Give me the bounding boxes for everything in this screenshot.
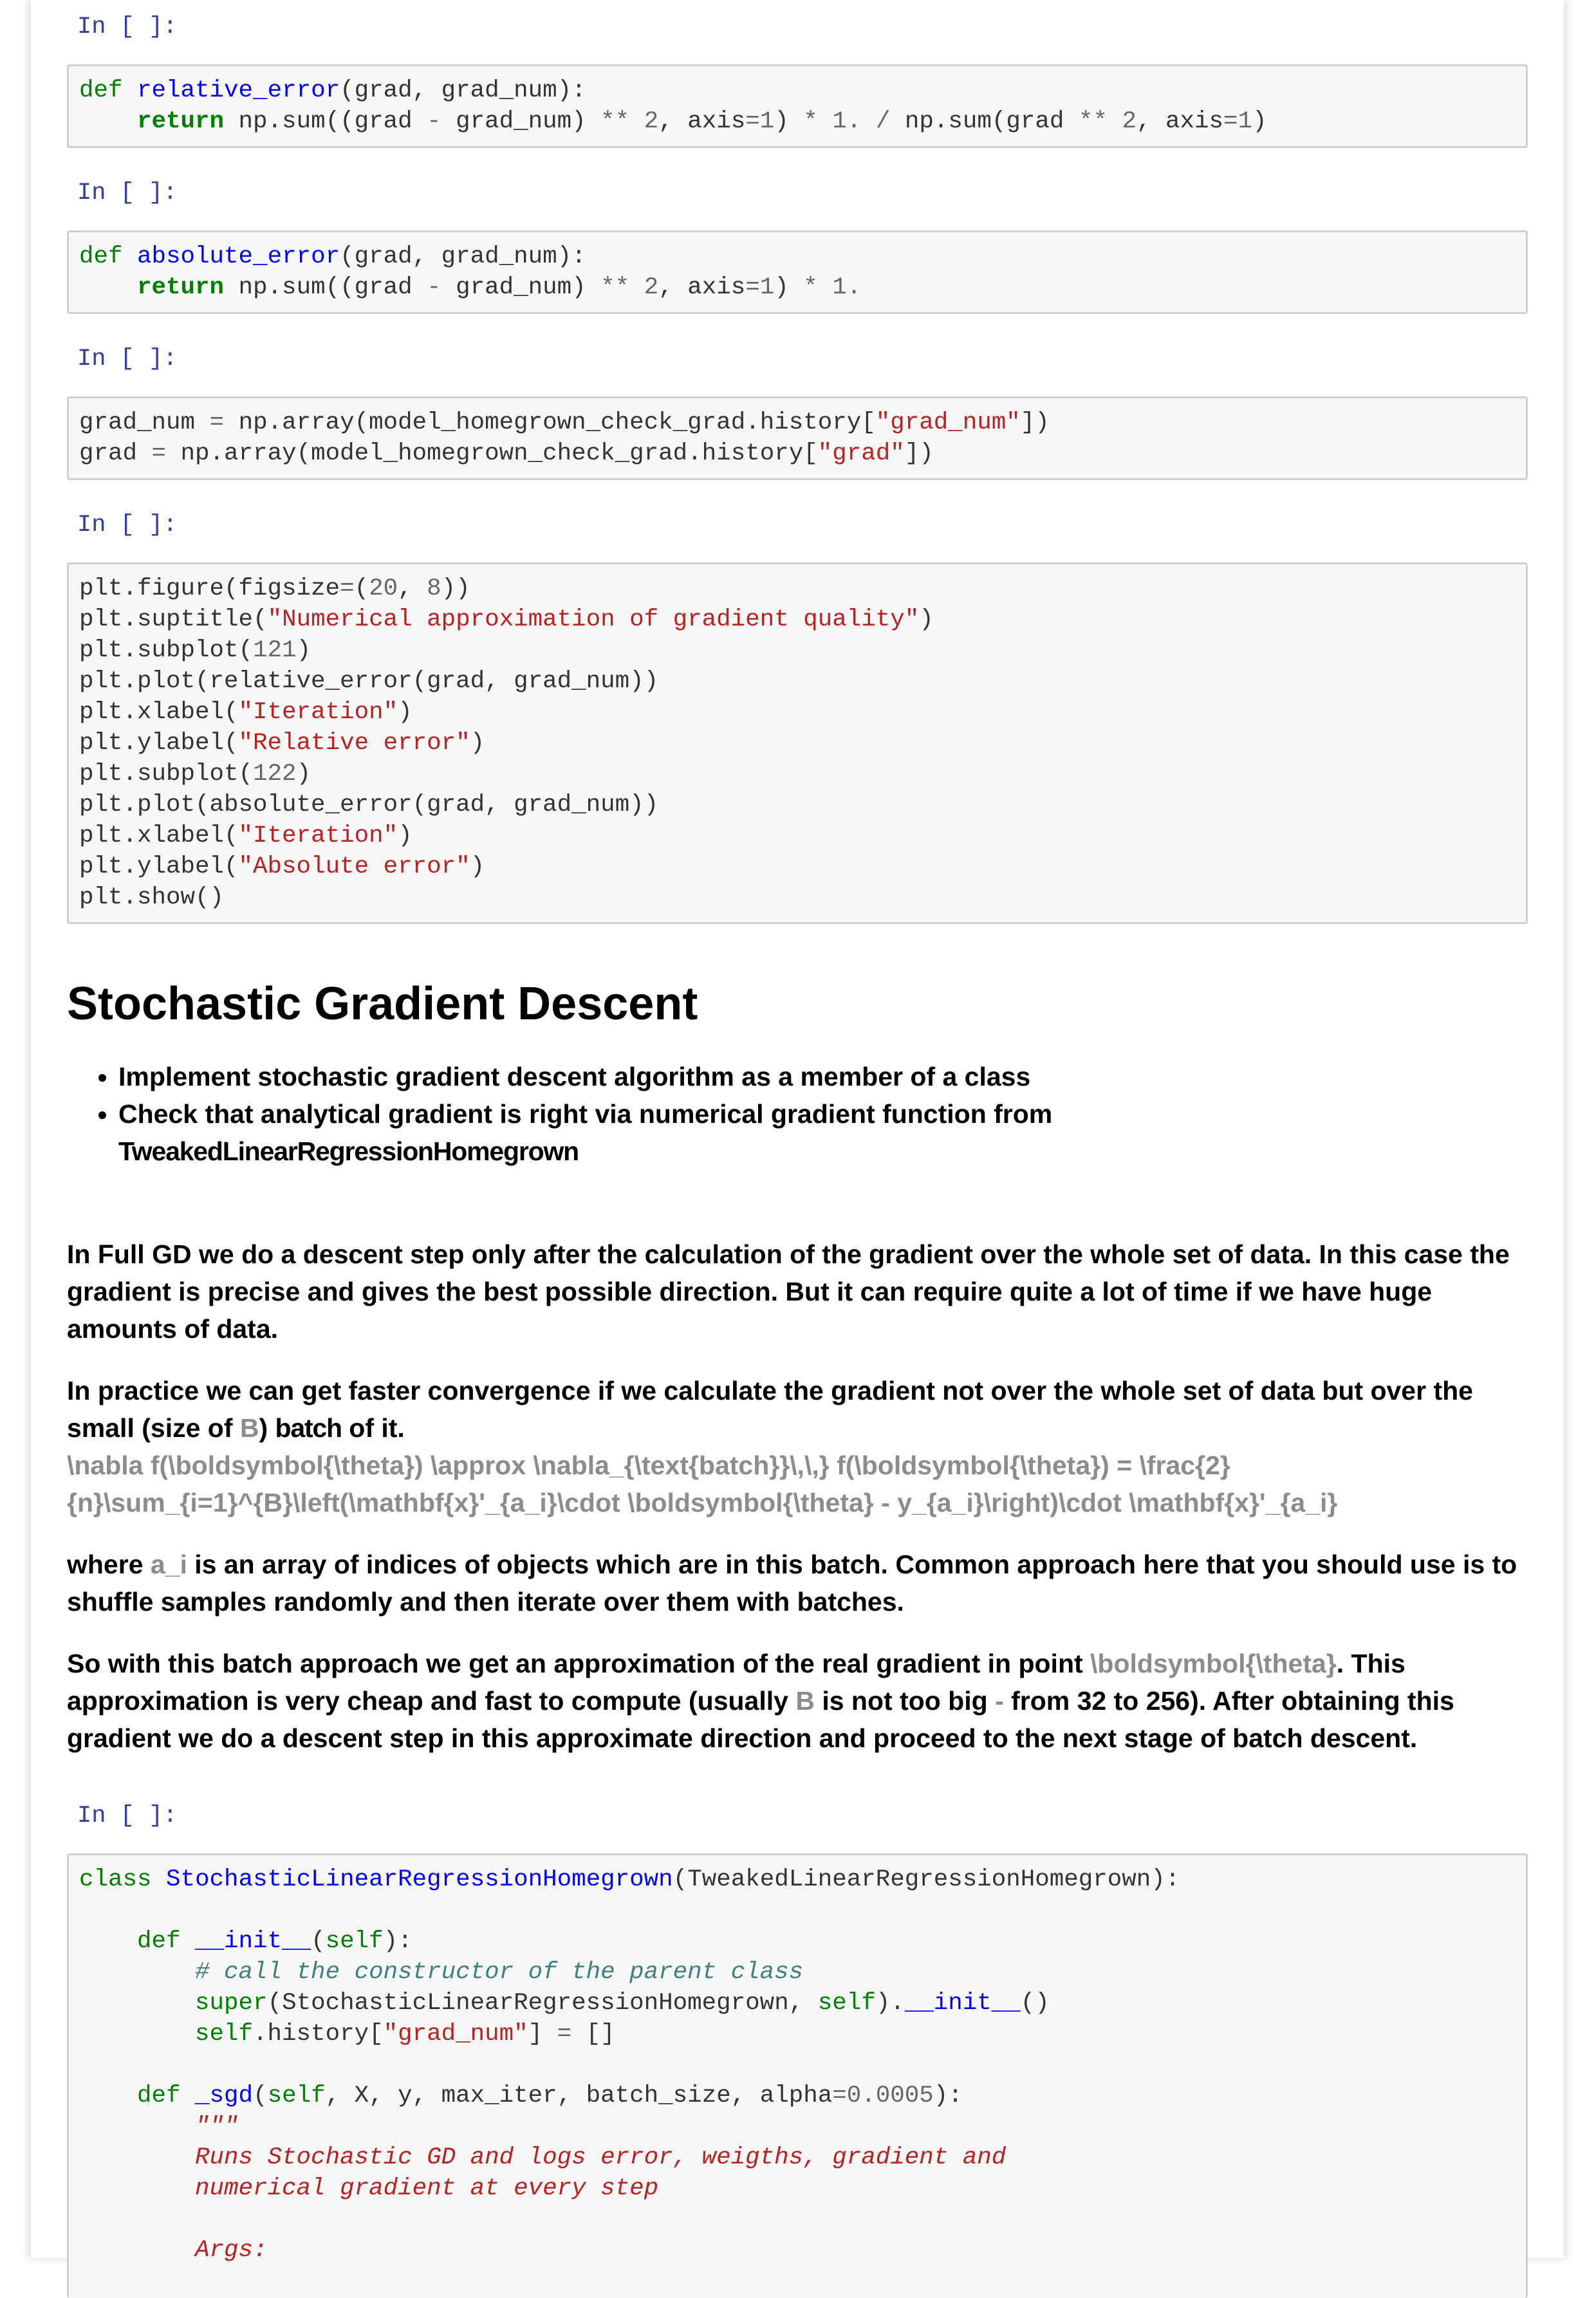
- code-token: =: [745, 274, 760, 301]
- code-token: 2: [644, 274, 659, 301]
- code-token: ): [919, 606, 934, 633]
- code-token: plt.suptitle(: [79, 606, 268, 633]
- paragraph-full-gd: In Full GD we do a descent step only after the calculation of the gradient over the whole set of data. In this case the gradient is precise and gives the best possible direction. But it can require quite a lot of time if we have huge amounts of data.: [67, 1239, 1510, 1344]
- task-list: [67, 1058, 1528, 1170]
- code-token: ): [398, 822, 413, 849]
- code-token: class: [79, 1866, 152, 1893]
- paragraph-text-emphasis: batch: [275, 1413, 342, 1443]
- paragraph-text: where: [67, 1550, 151, 1579]
- code-token: 2: [644, 108, 659, 135]
- code-token: super: [195, 1990, 268, 2017]
- code-token: ):: [933, 2082, 963, 2109]
- code-token: (TweakedLinearRegressionHomegrown):: [673, 1866, 1180, 1893]
- code-docstring: numerical gradient at every step: [195, 2175, 659, 2202]
- code-token: /: [875, 108, 891, 135]
- cell-prompt: In [ ]:: [77, 512, 178, 539]
- code-token: , axis: [1136, 108, 1224, 135]
- code-token: np.sum((grad: [224, 108, 427, 135]
- code-block: [79, 407, 1516, 469]
- code-token: plt.figure(figsize: [79, 575, 340, 602]
- code-token: ]): [1020, 409, 1050, 436]
- code-token: plt.plot(absolute_error(grad, grad_num)): [79, 792, 659, 819]
- task-item: [118, 1095, 1528, 1170]
- code-token: grad_num): [441, 274, 601, 301]
- code-token: "grad_num": [875, 409, 1021, 436]
- paragraph-indices: [67, 1546, 1528, 1620]
- code-token: .history[: [253, 2021, 384, 2048]
- code-cell-relative-error[interactable]: [67, 64, 1528, 148]
- code-token: _sgd: [195, 2082, 254, 2109]
- code-block: [79, 241, 1516, 303]
- math-inline: \boldsymbol{\theta}: [1090, 1649, 1337, 1678]
- code-token: def: [79, 243, 123, 270]
- code-token: 1: [759, 108, 775, 135]
- code-token: , axis: [658, 108, 746, 135]
- code-token: plt.xlabel(: [79, 822, 239, 849]
- task-item-text: Implement stochastic gradient descent algorithm as a member of a class: [118, 1062, 1031, 1091]
- code-token: ): [470, 853, 485, 880]
- code-token: [79, 1959, 195, 1986]
- code-token: )): [441, 575, 470, 602]
- code-token: [79, 2237, 195, 2264]
- code-token: StochasticLinearRegressionHomegrown: [166, 1866, 673, 1893]
- paragraph-text: is an array of indices of objects which are in this batch. Common approach here that you should use is to shuffle samples randomly and then iterate over them with batches.: [67, 1550, 1517, 1617]
- code-token: 1: [1238, 108, 1253, 135]
- paragraph-text: from 32 to 256). After obtaining this gradient we do a descent step in this approximate direction and proceed to the next stage of batch descent.: [67, 1686, 1454, 1753]
- code-token: (: [311, 1928, 326, 1955]
- code-token: plt.subplot(: [79, 637, 254, 664]
- code-token: ]: [528, 2021, 557, 2048]
- code-token: [79, 274, 137, 301]
- code-token: "grad_num": [383, 2021, 528, 2048]
- code-token: def: [137, 1928, 181, 1955]
- code-token: plt.ylabel(: [79, 853, 239, 880]
- code-token: (StochasticLinearRegressionHomegrown,: [267, 1990, 818, 2017]
- cell-prompt: In [ ]:: [77, 14, 178, 41]
- code-token: [123, 77, 138, 104]
- code-cell-grad-arrays[interactable]: [67, 396, 1528, 480]
- task-item: [118, 1058, 1528, 1095]
- code-token: =: [745, 108, 760, 135]
- code-token: __init__: [195, 1928, 311, 1955]
- paragraph-text: is not too big: [814, 1686, 996, 1716]
- code-token: "Numerical approximation of gradient quality": [267, 606, 920, 633]
- cell-prompt: In [ ]:: [77, 180, 178, 207]
- code-token: [79, 1928, 137, 1955]
- math-inline: B: [795, 1686, 815, 1716]
- code-token: [818, 108, 833, 135]
- code-token: np.array(model_homegrown_check_grad.history[: [224, 409, 876, 436]
- code-token: relative_error: [137, 77, 340, 104]
- notebook-page: [31, 0, 1564, 2264]
- code-token: =: [557, 2021, 572, 2048]
- code-token: plt.ylabel(: [79, 730, 239, 757]
- code-token: 121: [253, 637, 297, 664]
- code-token: [79, 2144, 195, 2171]
- code-token: (: [253, 2082, 268, 2109]
- code-cell-sgd-class[interactable]: [67, 1853, 1528, 2298]
- code-token: def: [79, 77, 123, 104]
- code-token: np.sum((grad: [224, 274, 427, 301]
- code-token: [79, 2021, 195, 2048]
- code-token: (: [354, 575, 369, 602]
- math-formula: \nabla f(\boldsymbol{\theta}) \approx \nabla_{\text{batch}}\,\,} f(\boldsymbol{\theta}) = \frac{2}{n}\sum_{i=1}^{B}\left(\mathbf{x}'_{a_i}\cdot \boldsymbol{\theta} - y_{a_i}\right)\cdot \mathbf{x}'_{a_i}: [67, 1450, 1338, 1517]
- code-block: [79, 1864, 1516, 2266]
- code-token: ]): [904, 440, 934, 467]
- code-token: =: [1223, 108, 1238, 135]
- code-token: 2: [1122, 108, 1137, 135]
- code-token: *: [803, 274, 818, 301]
- code-token: "Iteration": [238, 822, 398, 849]
- code-cell-absolute-error[interactable]: [67, 230, 1528, 314]
- code-token: ): [774, 108, 804, 135]
- code-token: return: [137, 274, 225, 301]
- code-token: 8: [427, 575, 441, 602]
- code-token: [861, 108, 876, 135]
- code-token: =: [209, 409, 225, 436]
- section-heading: Stochastic Gradient Descent: [67, 978, 698, 1030]
- code-token: grad_num): [441, 108, 601, 135]
- paragraph-text: of it.: [341, 1413, 405, 1443]
- code-token: []: [571, 2021, 615, 2048]
- code-token: [79, 2113, 195, 2140]
- math-inline: a_i: [150, 1550, 187, 1579]
- paragraph-text: . This approximation is very cheap and fast to compute (usually: [67, 1649, 1406, 1716]
- code-token: absolute_error: [137, 243, 340, 270]
- code-token: (): [1020, 1990, 1050, 2017]
- code-token: ,: [398, 575, 427, 602]
- code-docstring: Args:: [195, 2237, 268, 2264]
- code-token: def: [137, 2082, 181, 2109]
- code-token: 1: [759, 274, 775, 301]
- code-comment: # call the constructor of the parent class: [195, 1959, 804, 1986]
- code-token: ): [470, 730, 485, 757]
- code-token: [818, 274, 833, 301]
- task-item-text: Check that analytical gradient is right via numerical gradient function from: [118, 1099, 1053, 1129]
- code-token: (grad, grad_num):: [340, 77, 586, 104]
- paragraph-batch: [67, 1372, 1528, 1447]
- code-token: =: [151, 440, 167, 467]
- code-token: self: [267, 2082, 326, 2109]
- code-token: self: [325, 1928, 384, 1955]
- code-token: grad_num: [79, 409, 210, 436]
- code-token: (grad, grad_num):: [340, 243, 586, 270]
- code-token: "Iteration": [238, 699, 398, 726]
- code-docstring: Runs Stochastic GD and logs error, weigths, gradient and: [195, 2144, 1007, 2171]
- math-inline: -: [995, 1686, 1004, 1716]
- code-token: , axis: [658, 274, 746, 301]
- paragraph-text: In practice we can get faster convergence if we calculate the gradient not over the whole set of data but over the small (size of: [67, 1376, 1473, 1443]
- code-token: 0.0005: [846, 2082, 934, 2109]
- paragraph-text: ): [259, 1413, 275, 1443]
- code-token: plt.subplot(: [79, 761, 254, 788]
- code-token: return: [137, 108, 225, 135]
- code-token: ).: [875, 1990, 905, 2017]
- code-token: [1108, 108, 1122, 135]
- cell-prompt: In [ ]:: [77, 1802, 178, 1830]
- paragraph-approximation: [67, 1645, 1528, 1757]
- code-token: [123, 243, 138, 270]
- code-token: [181, 2082, 196, 2109]
- code-token: ): [774, 274, 804, 301]
- code-token: [79, 1990, 195, 2017]
- paragraph-text: So with this batch approach we get an approximation of the real gradient in point: [67, 1649, 1091, 1678]
- code-token: 1.: [832, 274, 862, 301]
- code-token: [79, 108, 137, 135]
- code-token: -: [427, 108, 441, 135]
- code-docstring: """: [195, 2113, 239, 2140]
- code-token: -: [427, 274, 441, 301]
- cell-prompt: In [ ]:: [77, 346, 178, 373]
- code-token: [629, 274, 644, 301]
- code-token: **: [1078, 108, 1108, 135]
- code-token: [181, 1928, 196, 1955]
- code-token: *: [803, 108, 818, 135]
- code-token: __init__: [904, 1990, 1021, 2017]
- code-token: 122: [253, 761, 297, 788]
- code-token: 20: [369, 575, 398, 602]
- code-token: =: [340, 575, 355, 602]
- code-token: ): [296, 761, 311, 788]
- code-token: ):: [383, 1928, 413, 1955]
- code-token: ): [398, 699, 413, 726]
- code-token: [79, 2082, 137, 2109]
- code-token: grad: [79, 440, 152, 467]
- code-token: [79, 2175, 195, 2202]
- code-token: [152, 1866, 167, 1893]
- code-block: [79, 573, 1516, 913]
- code-token: plt.xlabel(: [79, 699, 239, 726]
- code-token: plt.plot(relative_error(grad, grad_num)): [79, 668, 659, 695]
- code-token: =: [832, 2082, 847, 2109]
- code-token: np.array(model_homegrown_check_grad.history[: [166, 440, 818, 467]
- code-token: **: [600, 108, 630, 135]
- code-token: np.sum(grad: [890, 108, 1079, 135]
- code-token: self: [817, 1990, 876, 2017]
- code-token: 1.: [832, 108, 862, 135]
- code-cell-plot[interactable]: [67, 562, 1528, 924]
- math-inline: B: [239, 1413, 259, 1443]
- code-token: , X, y, max_iter, batch_size, alpha: [325, 2082, 833, 2109]
- class-name-ref: TweakedLinearRegressionHomegrown: [118, 1136, 579, 1166]
- notebook-content: [67, 12, 1528, 2298]
- code-token: "Relative error": [238, 730, 470, 757]
- code-token: plt.show(): [79, 884, 225, 911]
- code-block: [79, 75, 1516, 137]
- code-token: [629, 108, 644, 135]
- code-token: **: [600, 274, 630, 301]
- code-token: ): [296, 637, 311, 664]
- code-token: ): [1252, 108, 1267, 135]
- code-token: "grad": [817, 440, 905, 467]
- code-token: "Absolute error": [238, 853, 470, 880]
- code-token: self: [195, 2021, 254, 2048]
